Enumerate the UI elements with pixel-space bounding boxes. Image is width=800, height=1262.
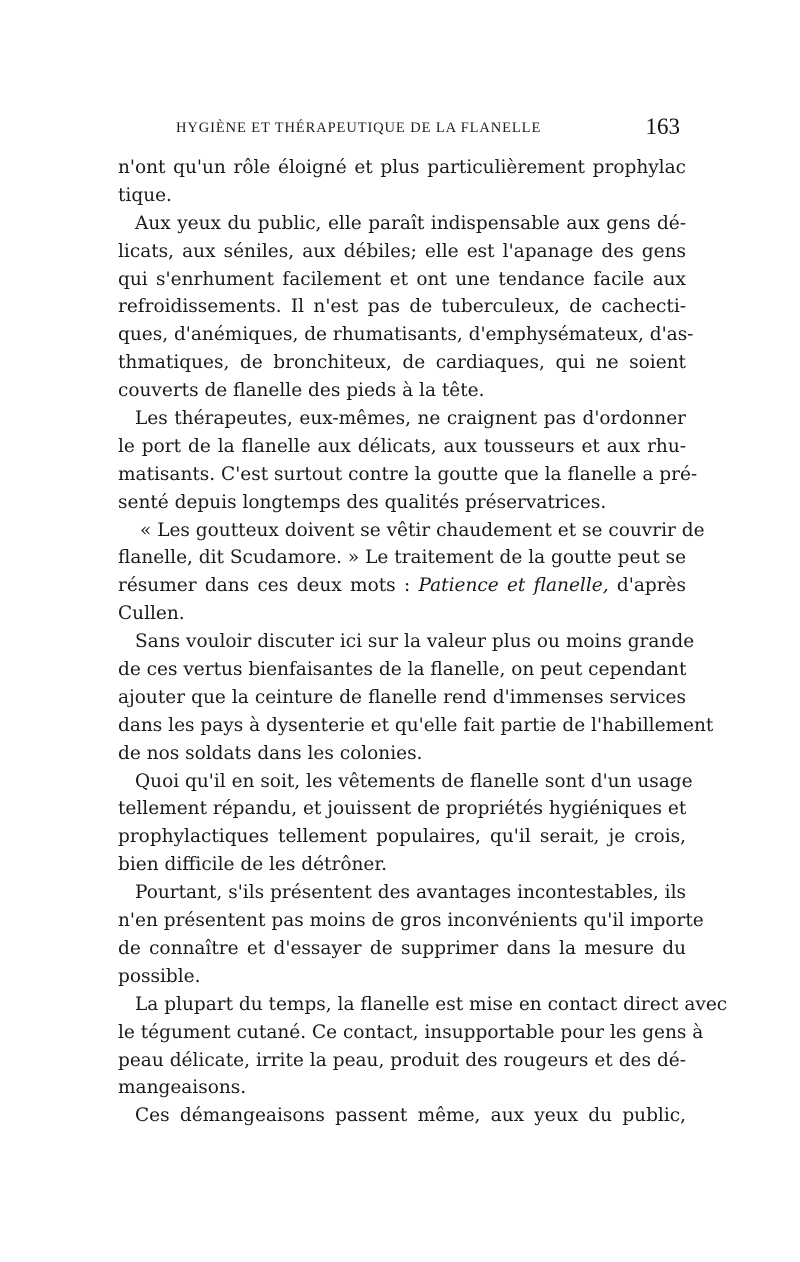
- text-line: tique.: [118, 184, 172, 206]
- text-line: ques, d'anémiques, de rhumatisants, d'emphysémateux, d'as-: [118, 324, 694, 346]
- text-line: flanelle, dit Scudamore. » Le traitement de la goutte peut se: [118, 547, 687, 569]
- text-line: thmatiques, de bronchiteux, de cardiaques, qui ne soient: [118, 352, 686, 374]
- italic-phrase: Patience et flanelle,: [418, 575, 609, 597]
- text-line: qui s'enrhument facilement et ont une tendance facile aux: [118, 268, 686, 290]
- text-line: matisants. C'est surtout contre la goutte que la flanelle a pré-: [118, 463, 698, 485]
- text-line: Pourtant, s'ils présentent des avantages incontestables, ils: [135, 882, 686, 904]
- text-line-with-italic: [118, 572, 686, 600]
- text-line: dans les pays à dysenterie et qu'elle fait partie de l'habillement: [118, 714, 714, 736]
- running-head: [118, 116, 686, 142]
- text-segment: résumer dans ces deux mots :: [118, 575, 419, 597]
- text-line: le port de la flanelle aux délicats, aux tousseurs et aux rhu-: [118, 435, 686, 457]
- text-line: bien difficile de les détrôner.: [118, 854, 388, 876]
- text-line: Ces démangeaisons passent même, aux yeux du public,: [135, 1105, 686, 1127]
- text-line: possible.: [118, 965, 201, 987]
- text-line: refroidissements. Il n'est pas de tuberculeux, de cachecti-: [118, 296, 686, 318]
- text-line: de ces vertus bienfaisantes de la flanelle, on peut cependant: [118, 659, 687, 681]
- text-line: peau délicate, irrite la peau, produit des rougeurs et des dé-: [118, 1049, 686, 1071]
- text-line: couverts de flanelle des pieds à la tête.: [118, 380, 485, 402]
- text-line: le tégument cutané. Ce contact, insupportable pour les gens à: [118, 1021, 704, 1043]
- text-line: Aux yeux du public, elle paraît indispensable aux gens dé-: [135, 212, 686, 234]
- text-line: La plupart du temps, la flanelle est mise en contact direct avec: [135, 993, 728, 1015]
- text-line: prophylactiques tellement populaires, qu'il serait, je crois,: [118, 826, 686, 848]
- text-line: Les thérapeutes, eux-mêmes, ne craignent pas d'ordonner: [135, 408, 686, 430]
- text-line: tellement répandu, et jouissent de propriétés hygiéniques et: [118, 798, 687, 820]
- text-line: senté depuis longtemps des qualités préservatrices.: [118, 491, 607, 513]
- text-line: « Les goutteux doivent se vêtir chaudement et se couvrir de: [140, 519, 705, 541]
- running-title: HYGIÈNE ET THÉRAPEUTIQUE DE LA FLANELLE: [176, 120, 542, 136]
- text-line: n'ont qu'un rôle éloigné et plus particulièrement prophylac: [118, 157, 686, 178]
- text-line: de connaître et d'essayer de supprimer dans la mesure du: [118, 937, 686, 959]
- page-number: 163: [645, 114, 680, 139]
- text-line: licats, aux séniles, aux débiles; elle est l'apanage des gens: [118, 240, 686, 262]
- text-line: mangeaisons.: [118, 1077, 247, 1099]
- text-line: de nos soldats dans les colonies.: [118, 742, 423, 764]
- text-line: Quoi qu'il en soit, les vêtements de flanelle sont d'un usage: [135, 770, 693, 792]
- text-segment: d'après: [608, 575, 686, 597]
- body-text: [118, 154, 728, 1130]
- text-line: n'en présentent pas moins de gros inconvénients qu'il importe: [118, 910, 704, 932]
- text-line: Cullen.: [118, 603, 185, 625]
- text-line: Sans vouloir discuter ici sur la valeur plus ou moins grande: [135, 631, 695, 653]
- text-line: ajouter que la ceinture de flanelle rend d'immenses services: [118, 686, 686, 708]
